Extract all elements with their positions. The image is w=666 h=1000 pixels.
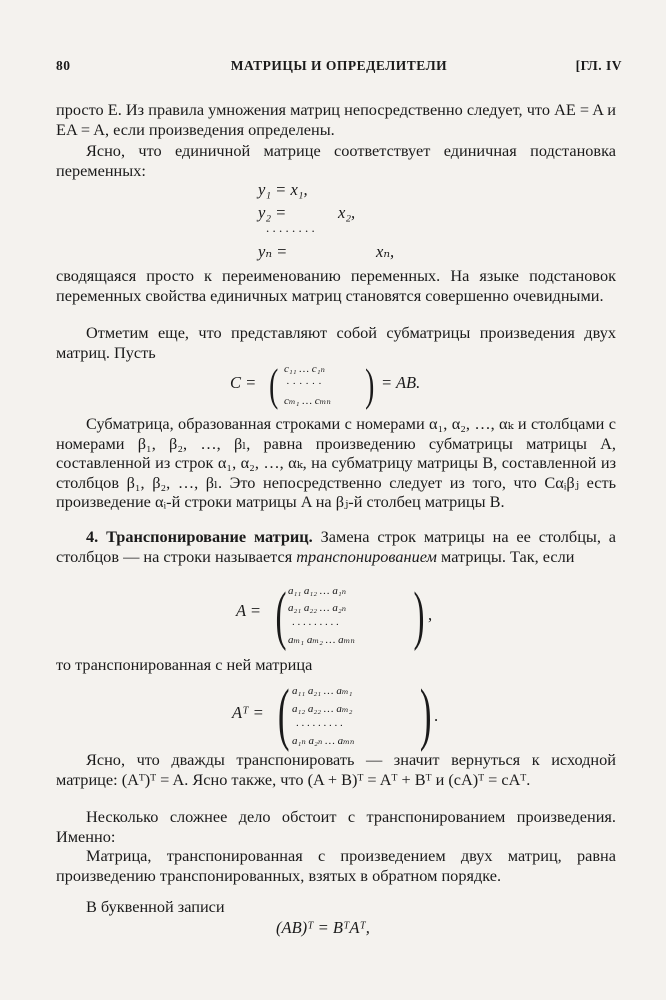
eq-a-right-paren: ) [413,579,425,652]
eq-at-tail: . [434,706,439,725]
eq-a-row2: a₂₁ a₂₂ … a₂ₙ [288,602,347,614]
eq-identity-row3-right: xₙ, [376,242,395,261]
paragraph-9: Несколько сложнее дело обстоит с транспонированием произведения. Именно: [56,807,616,846]
eq-a-lhs: A = [236,601,262,620]
paragraph-4: Отметим еще, что представляют собой субматрицы произведения двух матриц. Пусть [56,323,616,362]
eq-c-lhs: C = [230,373,257,392]
eq-at-right-paren: ) [419,676,432,753]
eq-c-row2: · · · · · · [286,378,322,390]
eq-identity-dots: . . . . . . . . [266,220,315,235]
term-transposition: транспонированием [296,546,437,566]
eq-transpose-product: (AB)ᵀ = BᵀAᵀ, [276,918,370,937]
eq-a-left-paren: ( [275,579,287,652]
eq-at-row4: a₁ₙ a₂ₙ … aₘₙ [292,735,355,747]
paragraph-2: Ясно, что единичной матрице соответствует единичная подстановка переменных: [56,141,616,180]
paragraph-6: 4. Транспонирование матриц. Замена строк матрицы на ее столбцы, а столбцов — на строки называется транспонированием матрицы. Так, если [56,527,617,566]
running-title: МАТРИЦЫ И ОПРЕДЕЛИТЕЛИ [230,58,448,73]
eq-c-right-paren: ) [365,359,375,410]
paragraph-7: то транспонированная с ней матрица [56,655,313,674]
page-number: 80 [56,58,71,73]
eq-a-row1: a₁₁ a₁₂ … a₁ₙ [288,585,347,597]
eq-identity-row3-left: yₙ = [258,242,288,261]
paragraph-8: Ясно, что дважды транспонировать — значит вернуться к исходной матрице: (Aᵀ)ᵀ = A. Ясно также, что (A + B)ᵀ = Aᵀ + Bᵀ и (cA)ᵀ = cAᵀ. [56,750,616,789]
eq-a-tail: , [428,605,433,624]
eq-c-left-paren: ( [269,359,279,410]
eq-identity-row2-left: y₂ = [258,203,287,222]
paragraph-1: просто E. Из правила умножения матриц непосредственно следует, что AE = A и EA = A, если произведения определены. [56,100,616,139]
paragraph-11: В буквенной записи [86,897,225,916]
eq-a-row4: aₘ₁ aₘ₂ … aₘₙ [288,634,355,646]
eq-identity-row2-right: x₂, [338,203,356,222]
running-header [56,58,622,78]
paragraph-10-theorem: Матрица, транспонированная с произведением двух матриц, равна произведению транспонированных, взятых в обратном порядке. [56,846,616,885]
eq-c-row1: c₁₁ … c₁ₙ [284,363,325,375]
eq-identity-row1: y₁ = x₁, [258,180,308,199]
paragraph-3: сводящаяся просто к переименованию переменных. На языке подстановок переменных свойства единичных матриц становятся совершенно очевидными. [56,266,616,305]
section-heading: 4. Транспонирование матриц. [86,527,313,546]
paragraph-5: Субматрица, образованная строками с номерами α₁, α₂, …, αₖ и столбцами с номерами β₁, β₂, …, βₗ, равна произведению субматрицы матрицы A, составленной из строк α₁, α₂, …, αₖ, на субматрицу матрицы B, составленной из столбцов β₁, β₂, …, βₗ. Это непосредственно следует из того, что Cαᵢβⱼ есть произведение αᵢ-й строки матрицы A на βⱼ-й столбец матрицы B. [56,414,616,511]
eq-at-row1: a₁₁ a₂₁ … aₘ₁ [292,685,353,697]
eq-at-left-paren: ( [277,676,290,753]
eq-at-lhs: Aᵀ = [232,703,264,722]
eq-a-row3: . . . . . . . . . [292,616,339,628]
chapter-label: [ГЛ. IV [575,58,622,73]
eq-at-row3: . . . . . . . . . [296,717,343,729]
eq-c-rhs: = AB. [381,373,421,392]
eq-c-row3: cₘ₁ … cₘₙ [284,395,331,407]
eq-at-row2: a₁₂ a₂₂ … aₘ₂ [292,703,353,715]
